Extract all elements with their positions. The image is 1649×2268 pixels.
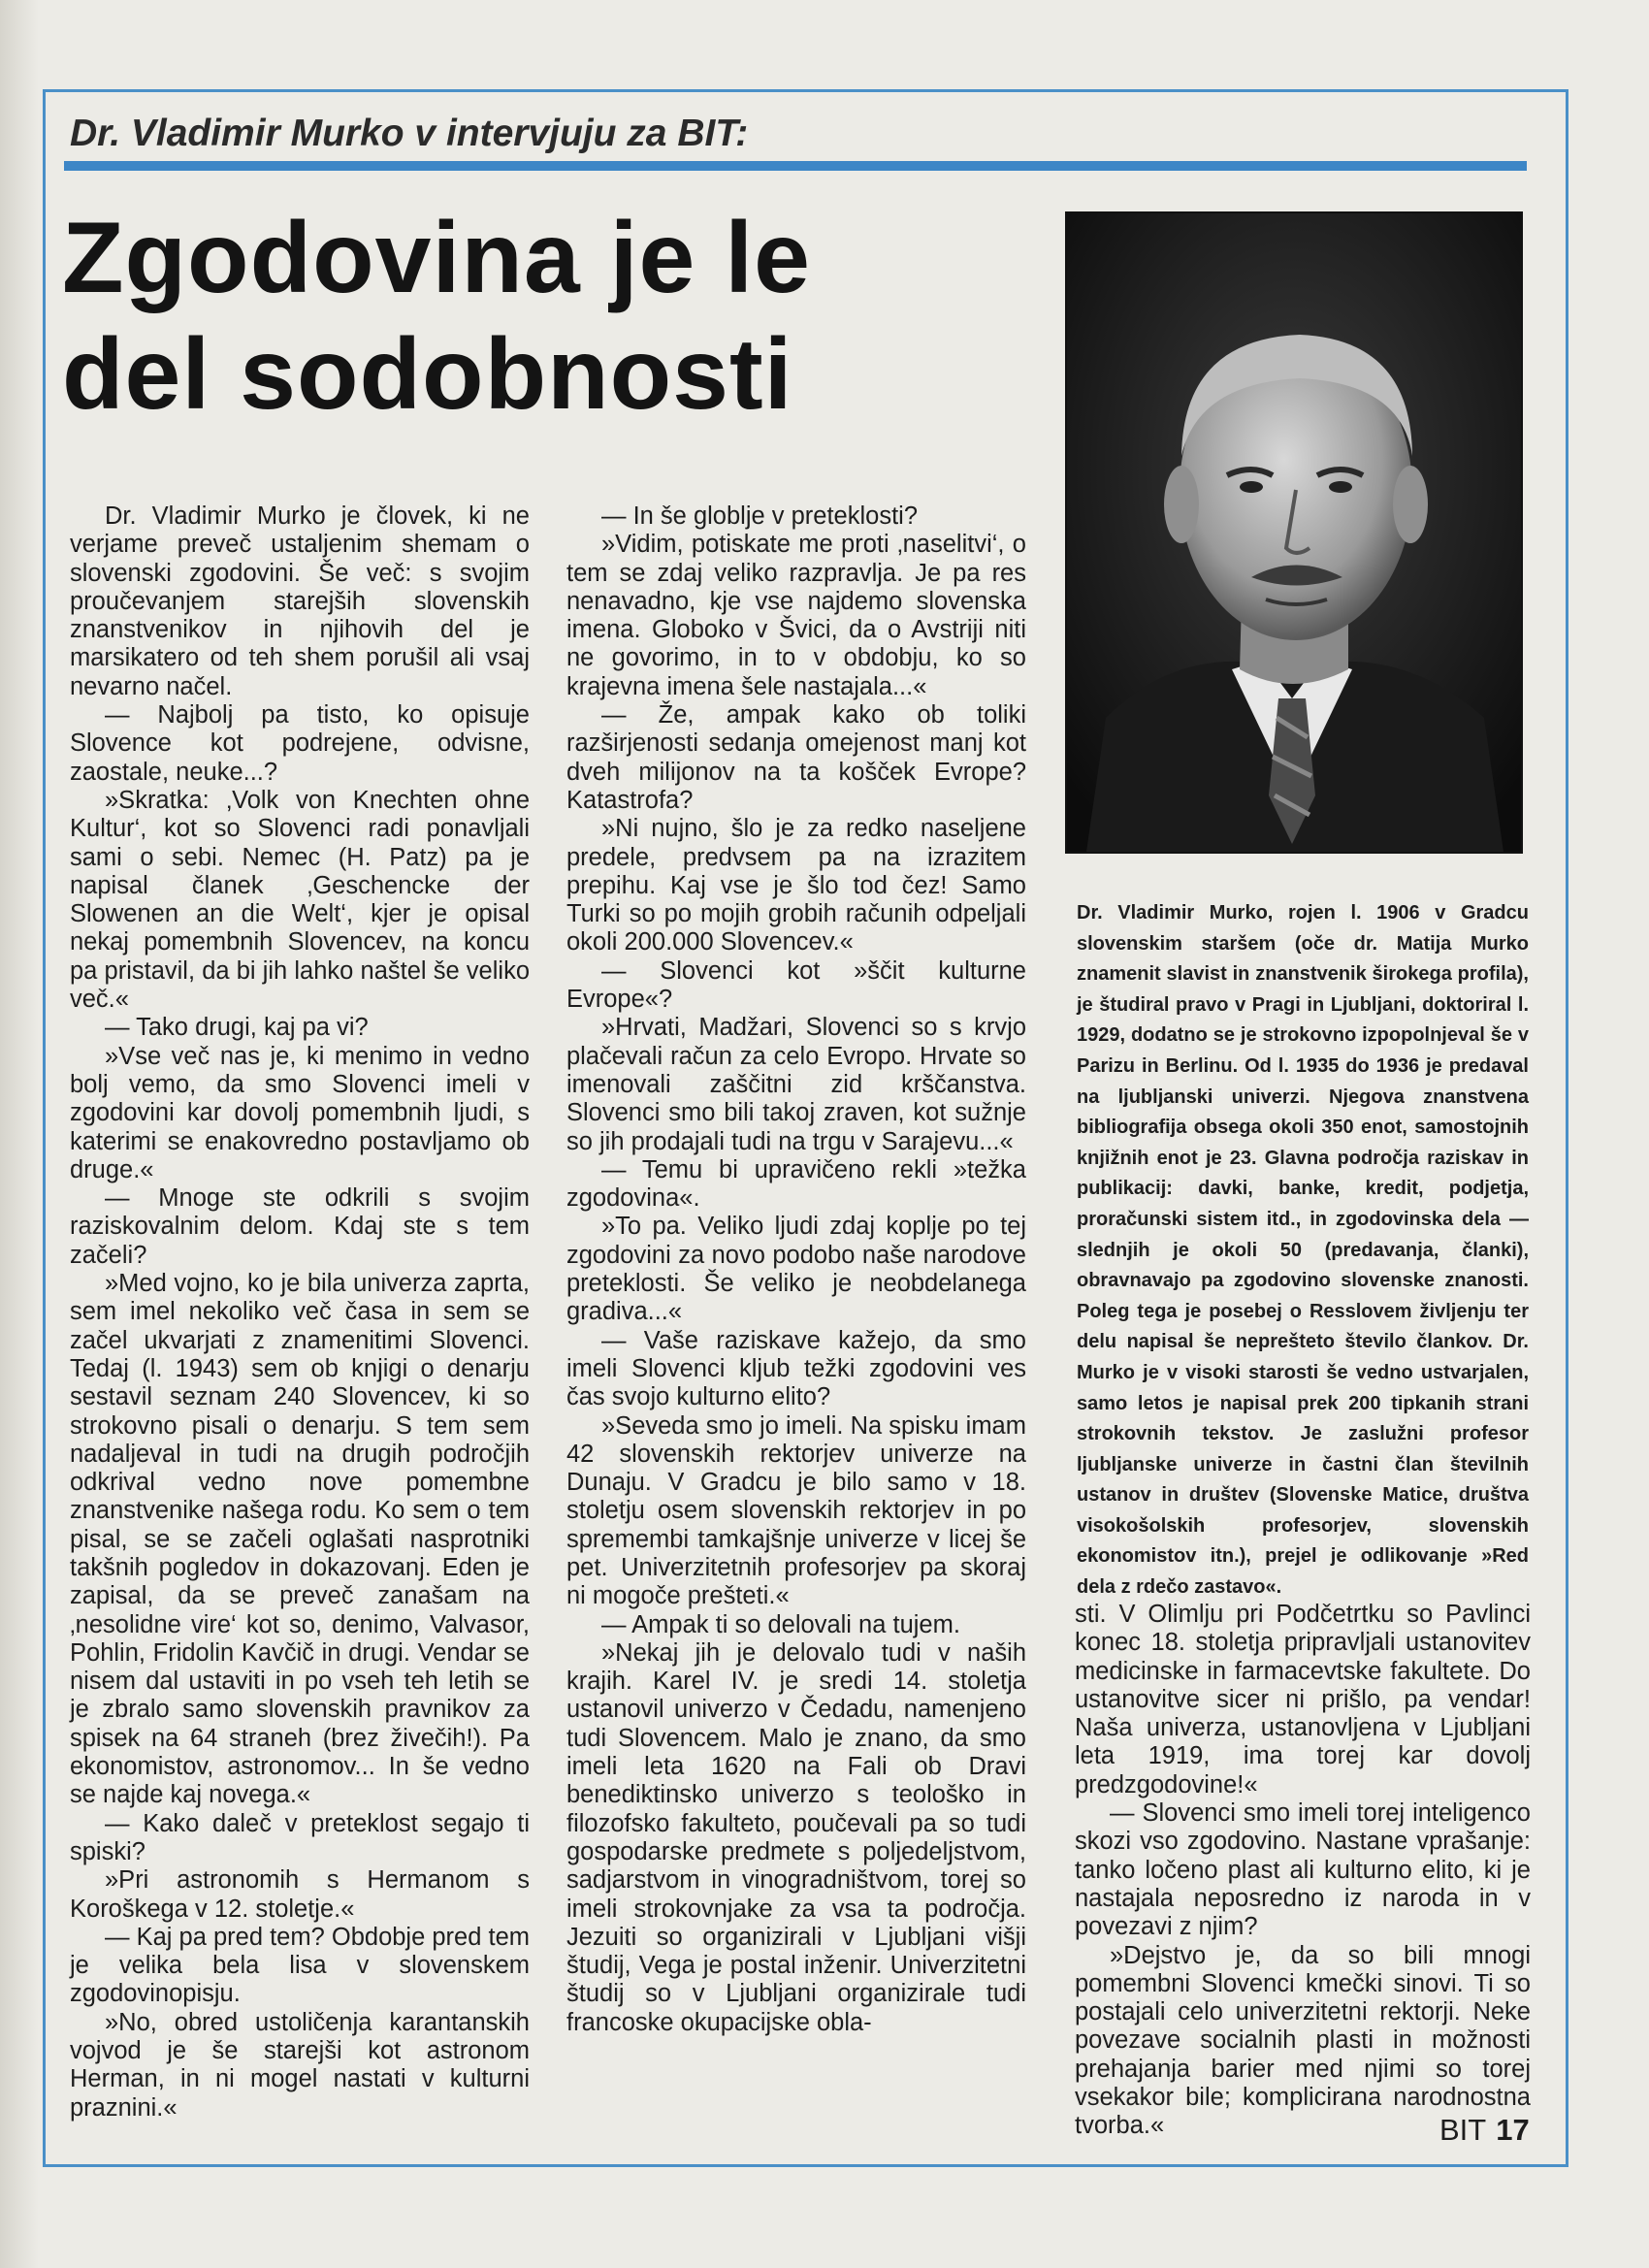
article-kicker: Dr. Vladimir Murko v intervjuju za BIT: — [70, 113, 749, 154]
paragraph: »Skratka: ‚Volk von Knechten ohne Kultur‘, kot so Slovenci radi ponavljali sami o sebi. Nemec (H. Patz) pa je napisal članek ‚Geschencke der Slowenen an die Welt‘, kjer je opisal nekaj pomembnih Slovencev, na koncu pa pristavil, da bi jih lahko naštel še veliko več.« — [70, 786, 530, 1014]
page-folio — [1439, 2113, 1530, 2148]
paragraph: »Med vojno, ko je bila univerza zaprta, sem imel nekoliko več časa in sem se začel ukvarjati z znamenitimi Slovenci. Tedaj (l. 1943) sem ob knjigi o denarju sestavil seznam 240 Slovencev, ki so strokovno pisali o denarju. S tem sem nadaljeval in tudi na drugih področjih odkrival vedno nove pomembne znanstvenike našega rodu. Ko sem o tem pisal, se se začeli oglašati nasprotniki takšnih pogledov in dokazovanj. Eden je zapisal, da se preveč zanašam na ‚nesolidne vire‘ kot so, denimo, Valvasor, Pohlin, Fridolin Kavčič in drugi. Vendar se nisem dal ustaviti in po vseh teh letih se je zbralo samo slovenskih pravnikov za spisek na 64 straneh (brez živečih!). Pa ekonomistov, astronomov... In še vedno se najde kaj novega.« — [70, 1270, 530, 1809]
header-rule — [64, 161, 1527, 171]
article-column-1 — [70, 502, 530, 2122]
paragraph: — Slovenci kot »ščit kulturne Evrope«? — [566, 956, 1026, 1014]
headline-line-1: Zgodovina je le — [62, 202, 811, 314]
paragraph: — Najbolj pa tisto, ko opisuje Slovence kot podrejene, odvisne, zaostale, neuke...? — [70, 701, 530, 786]
paragraph: »Pri astronomih s Hermanom s Koroškega v 12. stoletje.« — [70, 1866, 530, 1923]
paragraph: sti. V Olimlju pri Podčetrtku so Pavlinci konec 18. stoletja pripravljali ustanovitev medicinske in farmacevtske fakultete. Do ustanovitve sicer ni prišlo, pa vendar! Naša univerza, ustanovljena v Ljubljani leta 1919, ima torej kar dovolj predzgodovine!« — [1075, 1601, 1531, 1798]
paragraph: »Seveda smo jo imeli. Na spisku imam 42 slovenskih rektorjev univerze na Dunaju. V Gradcu je bilo samo v 18. stoletju osem slovenskih rektorjev in po spremembi tamkajšnje univerze v licej še pet. Univerzitetnih profesorjev pa skoraj ni mogoče prešteti.« — [566, 1411, 1026, 1610]
photo-caption: Dr. Vladimir Murko, rojen l. 1906 v Gradcu slovenskim staršem (oče dr. Matija Murko znamenit slavist in znanstvenik širokega profila), je študiral pravo v Pragi in Ljubljani, doktoriral l. 1929, dodatno se je strokovno izpopolnjeval še v Parizu in Berlinu. Od l. 1935 do 1936 je predaval na ljubljanski univerzi. Njegova znanstvena bibliografija obsega okoli 350 enot, samostojnih knjižnih enot je 23. Glavna področja raziskav in publikacij: davki, banke, kredit, podjetja, proračunski sistem itd., in zgodovinska dela — slednjih je okoli 50 (predavanja, članki), obravnavajo pa zgodovino slovenske znanosti. Poleg tega je posebej o Resslovem življenju ter delu napisal še neprešteto število člankov. Dr. Murko je v visoki starosti še vedno ustvarjalen, samo letos je napisal prek 200 tipkanih strani strokovnih tekstov. Je zaslužni profesor ljubljanske univerze in častni član številnih ustanov in društev (Slovenske Matice, društva visokošolskih profesorjev, slovenskih ekonomistov itn.), prejel je odlikovanje »Red dela z rdečo zastavo«. — [1077, 902, 1529, 1599]
article-column-3 — [1075, 1601, 1531, 2141]
paragraph: »Dejstvo je, da so bili mnogi pomembni Slovenci kmečki sinovi. Ti so postajali celo univerzitetni rektorji. Neke povezave socialnih plasti in možnosti prehajanja barier med njimi so torej vsekakor bile; komplicirana narodnostna tvorba.« — [1075, 1941, 1531, 2140]
headline-line-2: del sodobnosti — [62, 318, 793, 431]
paragraph: — Vaše raziskave kažejo, da smo imeli Slovenci kljub težki zgodovini ves čas svojo kulturno elito? — [566, 1326, 1026, 1411]
paragraph: — Kaj pa pred tem? Obdobje pred tem je velika bela lisa v slovenskem zgodovinopisju. — [70, 1923, 530, 2008]
article-headline — [62, 200, 1051, 433]
portrait-photo-icon — [1067, 213, 1521, 852]
paragraph: — Temu bi upravičeno rekli »težka zgodovina«. — [566, 1155, 1026, 1213]
paragraph: — Že, ampak kako ob toliki razširjenosti sedanja omejenost manj kot dveh milijonov na ta košček Evrope? Katastrofa? — [566, 701, 1026, 814]
page-number: 17 — [1496, 2113, 1530, 2147]
paragraph: — Ampak ti so delovali na tujem. — [601, 1610, 960, 1638]
paragraph: »No, obred ustoličenja karantanskih vojvod je še starejši kot astronom Herman, in ni mogel nastati v kulturni praznini.« — [70, 2008, 530, 2122]
paragraph: »To pa. Veliko ljudi zdaj koplje po tej zgodovini za novo podobo naše narodove preteklosti. Še veliko je neobdelanega gradiva...« — [566, 1213, 1026, 1326]
paragraph: »Vse več nas je, ki menimo in vedno bolj vemo, da smo Slovenci imeli v zgodovini kar dovolj pomembnih ljudi, s katerimi se enakovredno postavljamo ob druge.« — [70, 1042, 530, 1183]
paragraph: — Slovenci smo imeli torej inteligenco skozi vso zgodovino. Nastane vprašanje: tanko ločeno plast ali kulturno elito, ki je nastajala neposredno iz naroda in v povezavi z njim? — [1075, 1799, 1531, 1941]
article-column-2 — [566, 502, 1026, 2037]
paragraph: »Hrvati, Madžari, Slovenci so s krvjo plačevali račun za celo Evropo. Hrvate so imenovali zaščitni zid krščanstva. Slovenci smo bili takoj zraven, kot sužnje so jih prodajali tudi na trgu v Sarajevu...« — [566, 1014, 1026, 1155]
paragraph: — In še globlje v preteklosti? — [601, 502, 918, 530]
paragraph: »Nekaj jih je delovalo tudi v naših krajih. Karel IV. je sredi 14. stoletja ustanovil univerzo v Čedadu, namenjeno tudi Slovencem. Malo je znano, da smo imeli leta 1620 na Fali ob Dravi benediktinsko univerzo s teološko in filozofsko fakulteto, poučevali pa so tudi gospodarske predmete s poljedeljstvom, sadjarstvom in vinogradništvom, torej so imeli strokovnjake za vsa ta področja. Jezuiti so organizirali v Ljubljani višji študij, Vega je postal inženir. Univerzitetni študij so v Ljubljani organizirale tudi francoske okupacijske obla- — [566, 1638, 1026, 2036]
paragraph: — Mnoge ste odkrili s svojim raziskovalnim delom. Kdaj ste s tem začeli? — [70, 1184, 530, 1269]
paragraph: Dr. Vladimir Murko je človek, ki ne verjame preveč ustaljenim shemam o slovenski zgodovini. Še več: s svojim proučevanjem starejših slovenskih znanstvenikov in njihovih del je marsikatero od teh shem porušil ali vsaj nevarno načel. — [70, 502, 530, 700]
paragraph: — Kako daleč v preteklost segajo ti spiski? — [70, 1809, 530, 1865]
paragraph: »Vidim, potiskate me proti ‚naselitvi‘, o tem se zdaj veliko razpravlja. Je pa res nenavadno, kje vse najdemo slovenska imena. Globoko v Švici, da o Avstriji niti ne govorimo, in to v obdobju, ko so krajevna imena šele nastajala...« — [566, 531, 1026, 700]
portrait-photo — [1065, 211, 1523, 854]
magazine-name: BIT — [1439, 2113, 1487, 2147]
page-gutter-shadow — [0, 0, 39, 2268]
paragraph: »Ni nujno, šlo je za redko naseljene predele, predvsem pa na izrazitem prepihu. Kaj vse je šlo tod čez! Samo Turki so po mojih grobih računih odpeljali okoli 200.000 Slovencev.« — [566, 815, 1026, 956]
paragraph: — Tako drugi, kaj pa vi? — [105, 1014, 369, 1042]
